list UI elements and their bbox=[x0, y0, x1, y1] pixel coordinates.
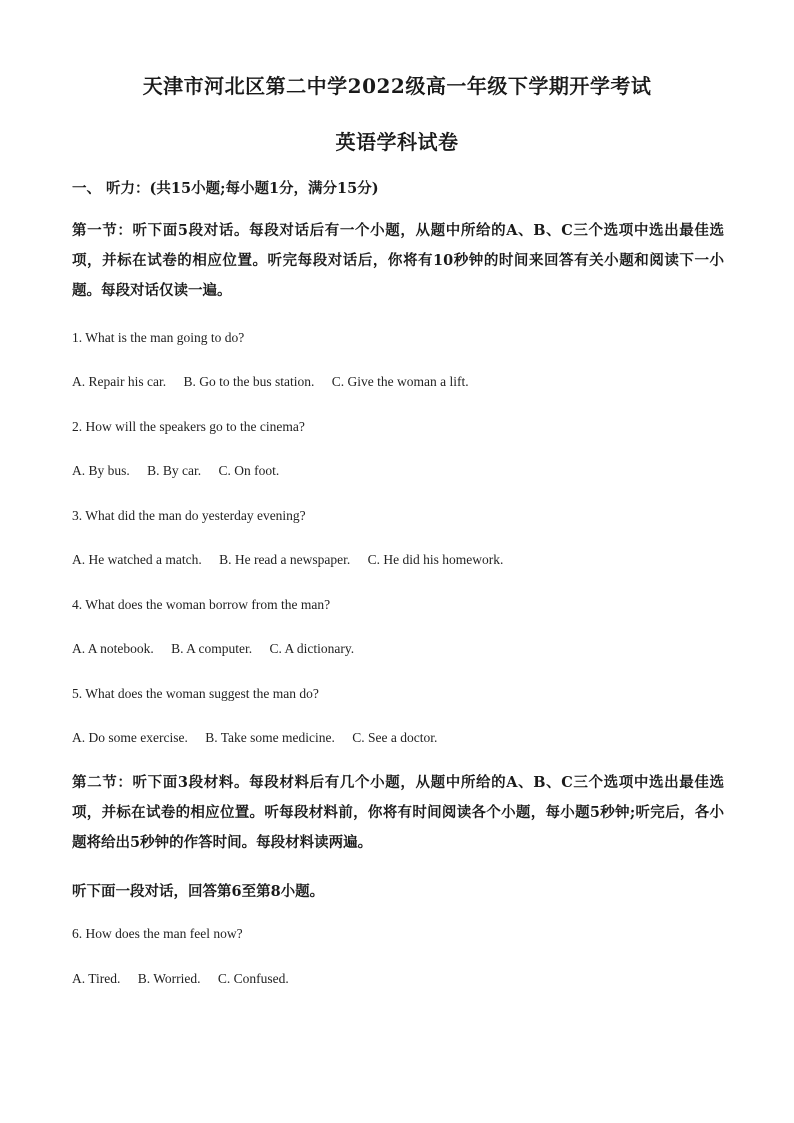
question-6-option-a: A. Tired. bbox=[72, 971, 121, 986]
question-3-options bbox=[72, 552, 732, 568]
question-5-option-a: A. Do some exercise. bbox=[72, 730, 188, 745]
question-3-stem: 3. What did the man do yesterday evening? bbox=[72, 508, 306, 523]
question-2-options bbox=[72, 463, 732, 479]
part1-instructions: 第一节：听下面5段对话。每段对话后有一个小题，从题中所给的A、B、C三个选项中选出最佳选项，并标在试卷的相应位置。听完每段对话后，你将有10秒钟的时间来回答有关小题和阅读下一小题。每段对话仅读一遍。 bbox=[72, 222, 724, 299]
question-3-option-a: A. He watched a match. bbox=[72, 552, 202, 567]
question-1-options bbox=[72, 374, 732, 390]
exam-subtitle: 英语学科试卷 bbox=[335, 130, 459, 154]
question-6-option-c: C. Confused. bbox=[217, 971, 289, 986]
question-1-option-a: A. Repair his car. bbox=[72, 374, 167, 389]
exam-title: 天津市河北区第二中学2022级高一年级下学期开学考试 bbox=[142, 74, 652, 98]
question-4-stem: 4. What does the woman borrow from the man? bbox=[72, 597, 331, 612]
question-4-option-a: A. A notebook. bbox=[72, 641, 154, 656]
question-5-options bbox=[72, 730, 732, 746]
question-6-options bbox=[72, 971, 732, 987]
question-1-stem: 1. What is the man going to do? bbox=[72, 330, 245, 345]
question-3-option-c: C. He did his homework. bbox=[367, 552, 504, 567]
question-2-option-b: B. By car. bbox=[147, 463, 202, 478]
question-6-stem: 6. How does the man feel now? bbox=[72, 926, 243, 941]
group-heading-q6-8: 听下面一段对话，回答第6至第8小题。 bbox=[72, 883, 325, 900]
question-5-stem: 5. What does the woman suggest the man do? bbox=[72, 686, 319, 701]
question-2-option-a: A. By bus. bbox=[72, 463, 130, 478]
question-6-option-b: B. Worried. bbox=[137, 971, 201, 986]
question-1-option-c: C. Give the woman a lift. bbox=[331, 374, 469, 389]
question-5-option-c: C. See a doctor. bbox=[352, 730, 438, 745]
question-1-option-b: B. Go to the bus station. bbox=[183, 374, 315, 389]
section-heading-listening: 一、 听力：(共15小题;每小题1分，满分15分) bbox=[72, 180, 379, 197]
question-4-options bbox=[72, 641, 732, 657]
question-3-option-b: B. He read a newspaper. bbox=[219, 552, 351, 567]
question-4-option-b: B. A computer. bbox=[171, 641, 253, 656]
question-5-option-b: B. Take some medicine. bbox=[205, 730, 335, 745]
question-4-option-c: C. A dictionary. bbox=[269, 641, 355, 656]
question-2-option-c: C. On foot. bbox=[218, 463, 280, 478]
question-2-stem: 2. How will the speakers go to the cinema? bbox=[72, 419, 305, 434]
part2-instructions: 第二节：听下面3段材料。每段材料后有几个小题，从题中所给的A、B、C三个选项中选出最佳选项，并标在试卷的相应位置。听每段材料前，你将有时间阅读各个小题，每小题5秒钟;听完后，各小题将给出5秒钟的作答时间。每段材料读两遍。 bbox=[72, 774, 724, 851]
